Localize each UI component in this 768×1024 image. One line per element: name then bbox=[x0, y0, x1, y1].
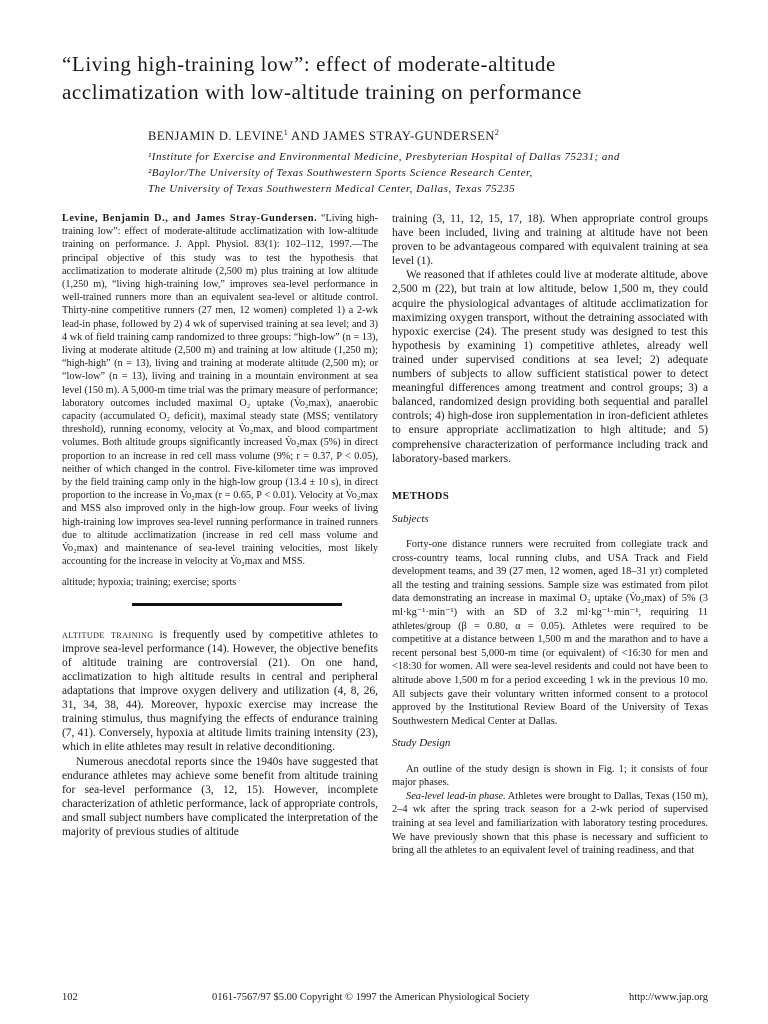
abstract-citation-lead: Levine, Benjamin D., and James Stray-Gundersen. bbox=[62, 213, 318, 224]
intro-lead-smallcaps: altitude training bbox=[62, 628, 154, 641]
section-heading: METHODS bbox=[392, 490, 450, 502]
author-name: BENJAMIN D. LEVINE bbox=[148, 129, 284, 144]
right-column bbox=[392, 212, 708, 858]
intro-paragraph bbox=[62, 628, 378, 755]
methods-paragraph bbox=[392, 790, 708, 858]
keywords: altitude; hypoxia; training; exercise; sports bbox=[62, 577, 237, 589]
paragraph-text: Athletes were brought to Dallas, Texas (150 m), 2–4 wk after the spring track season for a 2-wk period of supervised training at sea level and familiarization with laboratory testing procedures. We have previously shown that this phase is necessary and sufficient to bring all the athletes to an equivalent level of training readiness, and that bbox=[392, 790, 708, 857]
paragraph-label: Sea-level lead-in phase. bbox=[406, 790, 506, 802]
intro-paragraph: Numerous anecdotal reports since the 1940s have suggested that endurance athletes may achieve some benefit from altitude training for sea-level performance (3, 12, 15). However, incomplete characterization of athletic performance, lack of appropriate controls, and small subject numbers have complicated the interpretation of the majority of previous studies of altitude bbox=[62, 755, 378, 838]
left-column bbox=[62, 212, 378, 839]
copyright-notice: 0161-7567/97 $5.00 Copyright © 1997 the American Physiological Society bbox=[212, 992, 530, 1003]
author-name: AND JAMES STRAY-GUNDERSEN bbox=[288, 129, 495, 144]
section-divider bbox=[132, 603, 342, 606]
affiliation-marker: 1 bbox=[283, 128, 289, 137]
page-number: 102 bbox=[62, 992, 78, 1003]
affiliation-marker: 2 bbox=[494, 128, 500, 137]
intro-paragraph: We reasoned that if athletes could live at moderate altitude, above 2,500 m (22), but train at low altitude, below 1,500 m, they could acquire the physiological advantages of altitude acclimatization for maximizing oxygen transport, without the detraining associated with hypoxic exercise (24). The present study was designed to test this hypothesis by examining 1) competitive athletes, already well trained under supervised conditions at sea level; 2) adequate numbers of subjects to allow sufficient statistical power to detect meaningful differences among treatment and control groups; 3) a balanced, randomized design providing both sequential and parallel controls; 4) high-dose iron supplementation in iron-deficient athletes to ensure appropriate acclimatization to high altitude; and 5) comprehensive characterization of performance including track and laboratory-based markers. bbox=[392, 269, 708, 465]
journal-url: http://www.jap.org bbox=[628, 992, 708, 1003]
affiliation-line: ²Baylor/The University of Texas Southwestern Sports Science Research Center, bbox=[148, 167, 533, 179]
article-title bbox=[62, 50, 742, 106]
author-list bbox=[148, 128, 499, 144]
affiliations bbox=[148, 149, 728, 197]
intro-paragraph: training (3, 11, 12, 15, 17, 18). When appropriate control groups have been included, living and training at altitude have not been proven to be advantageous compared with equivalent training at sea level (1). bbox=[392, 213, 708, 268]
abstract-text: “Living high-training low”: effect of moderate-altitude acclimatization with low-altitude training on performance. J. Appl. Physiol. 83(1): 102–112, 1997.—The principal objective of this study was to test the hypothesis that acclimatization to moderate altitude (2,500 m) plus training at low altitude (1,250 m), “living high-training low,” improves sea-level performance in well-trained runners more than an equivalent sea-level or altitude control. Thirty-nine competitive runners (27 men, 12 women) completed 1) a 2-wk lead-in phase, followed by 2) 4 wk of supervised training at sea level; and 3) 4 wk of field training camp randomized to three groups: “high-low” (n = 13), living at moderate altitude (2,500 m) and training at low altitude (1,250 m); “high-high” (n = 13), living and training at moderate altitude (2,500 m); or “low-low” (n = 13), living and training in a mountain environment at sea level (150 m). A 5,000-m time trial was the primary measure of performance; laboratory outcomes included maximal O₂ uptake (V̇o₂max), anaerobic capacity (accumulated O₂ deficit), maximal steady state (MSS; ventilatory threshold), running economy, velocity at V̇o₂max, and blood compartment volumes. Both altitude groups significantly increased V̇o₂max (5%) in direct proportion to an increase in red cell mass volume (9%; r = 0.37, P < 0.05), neither of which changed in the control. Five-kilometer time was improved by the field training camp only in the high-low group (13.4 ± 10 s), in direct proportion to the increase in V̇o₂max (r = 0.65, P < 0.01). Velocity at V̇o₂max and MSS also improved only in the high-low group. Four weeks of living high-training low improves sea-level running performance in trained runners due to altitude acclimatization (increase in red cell mass volume and V̇o₂max) and maintenance of sea-level training velocities, most likely accounting for the increase in velocity at V̇o₂max and MSS. bbox=[62, 213, 378, 568]
affiliation-line: The University of Texas Southwestern Medical Center, Dallas, Texas 75235 bbox=[148, 183, 516, 195]
methods-paragraph: Forty-one distance runners were recruited from collegiate track and cross-country teams, local running clubs, and USA Track and Field development teams, and 39 (27 men, 12 women, aged 18–31 yr) completed all the testing and training sessions. Sample size was estimated from pilot data demonstrating an increase in maximal O₂ uptake (V̇o₂max) of 5% (3 ml·kg⁻¹·min⁻¹) with an SD of 3.2 ml·kg⁻¹·min⁻¹, requiring 11 athletes/group (β = 0.80, α = 0.05). Athletes were required to be competitive at a distance between 1,500 m and the marathon and to have a recent personal best 5,000-m time (or equivalent) of <16:30 for men and <18:30 for women. All were sea-level residents and could not have been to altitude above 1,500 m for a period exceeding 1 wk in the previous 10 mo. All subjects gave their voluntary written informed consent to a protocol approved by the Institutional Review Board of the University of Texas Southwestern Medical Center at Dallas. bbox=[392, 539, 708, 727]
subsection-heading: Subjects bbox=[392, 512, 429, 525]
abstract bbox=[62, 212, 378, 568]
title-line: acclimatization with low-altitude training on performance bbox=[62, 80, 582, 104]
title-line: “Living high-training low”: effect of moderate-altitude bbox=[62, 52, 556, 76]
intro-text: is frequently used by competitive athletes to improve sea-level performance (14). However, the objective benefits of altitude training are controversial (21). On one hand, acclimatization to high altitude results in central and peripheral adaptations that improve oxygen delivery and utilization (4, 8, 26, 31, 34, 38, 44). Moreover, hypoxic exercise may increase the training stimulus, thus magnifying the effects of endurance training (7, 41). Conversely, hypoxia at altitude limits training intensity (23), which in elite athletes may result in relative deconditioning. bbox=[62, 628, 378, 754]
methods-paragraph: An outline of the study design is shown in Fig. 1; it consists of four major phases. bbox=[392, 763, 708, 789]
affiliation-line: ¹Institute for Exercise and Environmental Medicine, Presbyterian Hospital of Dallas 75231; and bbox=[148, 151, 620, 163]
subsection-heading: Study Design bbox=[392, 737, 451, 750]
